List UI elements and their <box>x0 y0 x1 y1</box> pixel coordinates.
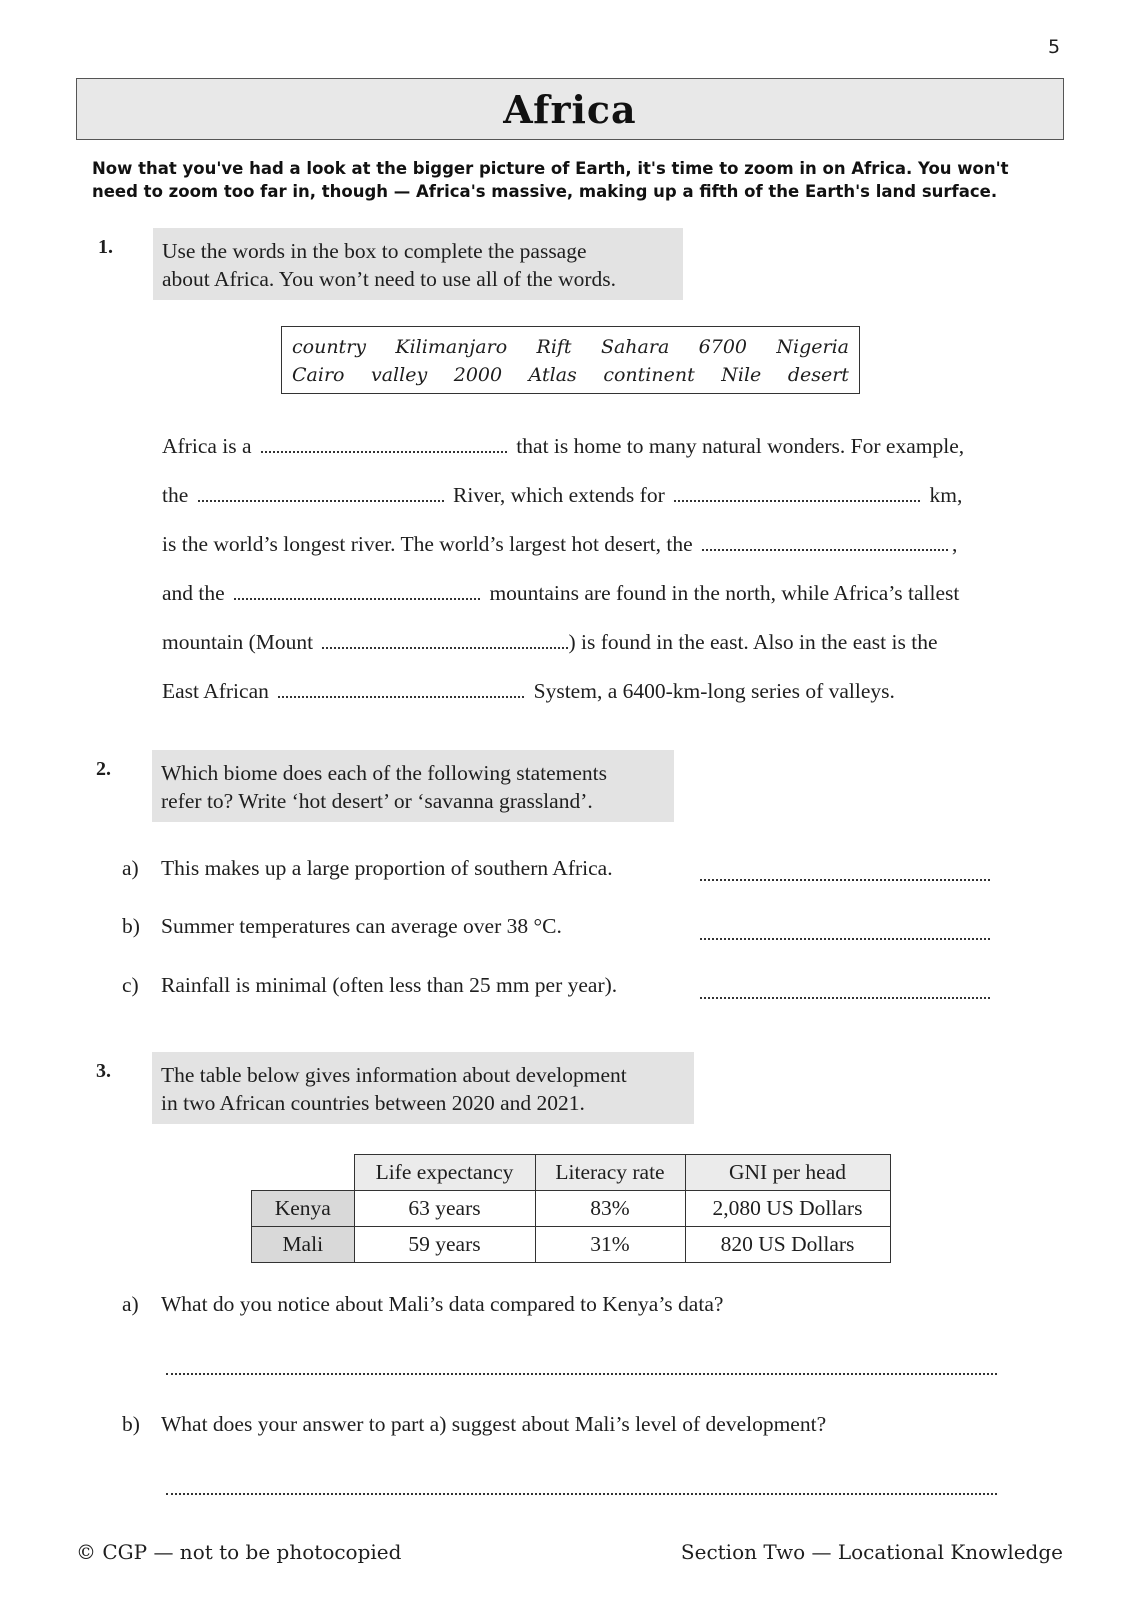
blank-mountains[interactable] <box>234 580 480 600</box>
word-bank-word: Nigeria <box>776 336 849 358</box>
word-bank-row-1 <box>292 333 849 361</box>
passage-line-2 <box>162 482 962 508</box>
word-bank-word: Sahara <box>600 336 670 358</box>
passage-text: , <box>952 532 958 556</box>
passage-text: Africa is a <box>162 434 252 458</box>
blank-river-length[interactable] <box>674 482 920 502</box>
q2-part-c-label: c) <box>122 973 139 997</box>
q2-part-c-text: Rainfall is minimal (often less than 25 mm per year). <box>161 973 618 997</box>
q3-part-a-text: What do you notice about Mali’s data compared to Kenya’s data? <box>161 1292 724 1316</box>
word-bank-word: Cairo <box>292 364 345 386</box>
title-banner <box>76 78 1064 140</box>
table-row-header: Kenya <box>252 1191 355 1227</box>
word-bank-row-2 <box>292 361 849 389</box>
question-1-number: 1. <box>98 236 113 258</box>
passage-text: East African <box>162 679 269 703</box>
q3-instruction-line-1: The table below gives information about development <box>161 1063 627 1087</box>
word-bank-word: Kilimanjaro <box>395 336 508 358</box>
q2-part-c-answer-line[interactable] <box>700 996 990 999</box>
passage-text: mountains are found in the north, while Africa’s tallest <box>489 581 960 605</box>
q3-part-a-label: a) <box>122 1292 139 1316</box>
blank-river[interactable] <box>198 482 444 502</box>
table-row <box>252 1191 891 1227</box>
passage-text: is the world’s longest river. The world’s largest hot desert, the <box>162 532 693 556</box>
passage-line-5 <box>162 629 938 655</box>
page-title: Africa <box>503 86 637 132</box>
table-cell: 63 years <box>354 1191 535 1227</box>
passage-text: River, which extends for <box>453 483 665 507</box>
q1-instruction-line-1: Use the words in the box to complete the passage <box>162 239 587 263</box>
q2-part-a-label: a) <box>122 856 139 880</box>
q2-part-b-label: b) <box>122 914 140 938</box>
q1-instruction-line-2: about Africa. You won’t need to use all of the words. <box>162 267 617 291</box>
table-row <box>252 1227 891 1263</box>
table-cell: 59 years <box>354 1227 535 1263</box>
passage-line-4 <box>162 580 959 606</box>
q3-part-a-answer-line[interactable] <box>166 1372 997 1375</box>
passage-text: and the <box>162 581 225 605</box>
table-header-row <box>252 1155 891 1191</box>
passage-text: System, a 6400-km-long series of valleys. <box>533 679 895 703</box>
word-bank-word: 6700 <box>698 336 748 358</box>
word-bank-word: desert <box>787 364 849 386</box>
table-header-cell: Literacy rate <box>535 1155 685 1191</box>
word-bank <box>281 326 860 394</box>
q3-part-b-text: What does your answer to part a) suggest about Mali’s level of development? <box>161 1412 827 1436</box>
footer-section: Section Two — Locational Knowledge <box>680 1540 1063 1564</box>
table-cell: 31% <box>535 1227 685 1263</box>
passage-line-3 <box>162 531 957 557</box>
question-1-instruction <box>153 228 683 300</box>
question-3-instruction <box>152 1052 694 1124</box>
question-2-instruction <box>152 750 674 822</box>
word-bank-word: valley <box>371 364 428 386</box>
q2-part-b-answer-line[interactable] <box>700 937 990 940</box>
word-bank-word: Rift <box>536 336 572 358</box>
development-table <box>251 1154 891 1263</box>
passage-text: ) is found in the east. Also in the east is the <box>568 630 938 654</box>
passage-line-1 <box>162 433 964 459</box>
table-header-cell: Life expectancy <box>354 1155 535 1191</box>
passage-text: mountain (Mount <box>162 630 314 654</box>
word-bank-word: Nile <box>721 364 762 386</box>
table-cell: 2,080 US Dollars <box>685 1191 890 1227</box>
word-bank-word: Atlas <box>528 364 577 386</box>
passage-text: km, <box>929 483 963 507</box>
table-cell: 83% <box>535 1191 685 1227</box>
word-bank-word: 2000 <box>453 364 503 386</box>
page-number: 5 <box>1048 36 1061 58</box>
footer-copyright: © CGP — not to be photocopied <box>76 1540 402 1564</box>
passage-line-6 <box>162 678 895 704</box>
intro-text: Now that you've had a look at the bigger picture of Earth, it's time to zoom in on Africa. You won't need to zoom too far in, though — Africa's massive, making up a fifth of the Earth's land surface. <box>92 159 1009 201</box>
passage-text: that is home to many natural wonders. For example, <box>516 434 965 458</box>
word-bank-word: continent <box>603 364 695 386</box>
passage-text: the <box>162 483 189 507</box>
blank-desert[interactable] <box>702 531 948 551</box>
q2-part-b-text: Summer temperatures can average over 38 °C. <box>161 914 562 938</box>
word-bank-word: country <box>292 336 367 358</box>
q2-part-a-text: This makes up a large proportion of southern Africa. <box>161 856 613 880</box>
blank-rift[interactable] <box>278 678 524 698</box>
q2-instruction-line-2: refer to? Write ‘hot desert’ or ‘savanna grassland’. <box>161 789 593 813</box>
q3-instruction-line-2: in two African countries between 2020 and 2021. <box>161 1091 585 1115</box>
q3-part-b-label: b) <box>122 1412 140 1436</box>
question-2-number: 2. <box>96 758 111 780</box>
q2-instruction-line-1: Which biome does each of the following statements <box>161 761 607 785</box>
table-cell: 820 US Dollars <box>685 1227 890 1263</box>
blank-mount[interactable] <box>322 629 568 649</box>
question-3-number: 3. <box>96 1060 111 1082</box>
q2-part-a-answer-line[interactable] <box>700 878 990 881</box>
table-header-cell: GNI per head <box>685 1155 890 1191</box>
q3-part-b-answer-line[interactable] <box>166 1492 997 1495</box>
blank-continent[interactable] <box>261 433 507 453</box>
table-row-header: Mali <box>252 1227 355 1263</box>
table-corner <box>252 1155 355 1191</box>
